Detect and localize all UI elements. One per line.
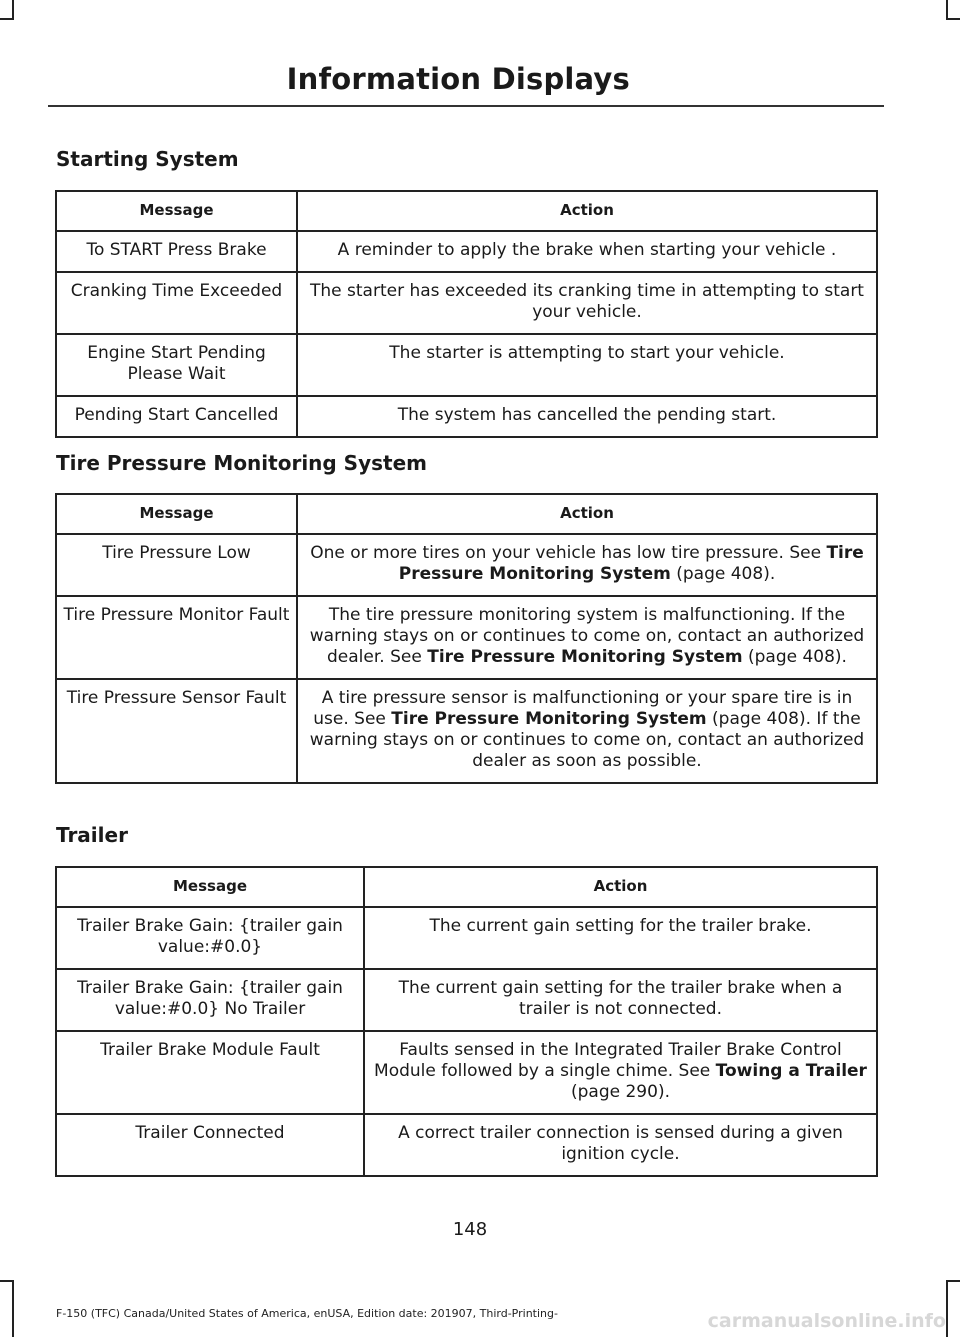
table-row [56,396,877,437]
crop-mark-top-right-h [946,18,960,20]
column-header-message: Message [56,867,364,907]
message-cell: Trailer Brake Module Fault [56,1031,364,1114]
table-row [56,596,877,679]
section-title-starting-system: Starting System [56,147,239,171]
action-cell: The starter is attempting to start your vehicle. [297,334,877,396]
cross-reference-link[interactable]: Tire Pressure Monitoring System [391,709,707,729]
table-row [56,907,877,969]
action-cell: A correct trailer connection is sensed during a given ignition cycle. [364,1114,877,1176]
message-cell: Tire Pressure Low [56,534,297,596]
column-header-action: Action [297,191,877,231]
message-cell: Engine Start Pending Please Wait [56,334,297,396]
action-cell [364,1031,877,1114]
table-row [56,272,877,334]
action-cell: The current gain setting for the trailer brake when a trailer is not connected. [364,969,877,1031]
table-row [56,334,877,396]
action-cell [297,534,877,596]
table-row [56,679,877,783]
table-row [56,231,877,272]
page-reference: (page 290). [571,1082,670,1102]
table-row [56,1114,877,1176]
column-header-action: Action [364,867,877,907]
column-header-action: Action [297,494,877,534]
column-header-message: Message [56,494,297,534]
message-cell: To START Press Brake [56,231,297,272]
cross-reference-link[interactable]: Tire Pressure Monitoring System [398,543,864,584]
message-cell: Cranking Time Exceeded [56,272,297,334]
message-cell: Trailer Brake Gain: {trailer gain value:#0.0} No Trailer [56,969,364,1031]
action-text: A tire pressure sensor is malfunctioning or your spare tire is in use. See [313,688,853,729]
action-cell [297,679,877,783]
message-cell: Tire Pressure Sensor Fault [56,679,297,783]
action-cell: A reminder to apply the brake when starting your vehicle . [297,231,877,272]
action-text: Faults sensed in the Integrated Trailer Brake Control Module followed by a single chime. See [374,1040,842,1081]
table-row [56,969,877,1031]
message-cell: Tire Pressure Monitor Fault [56,596,297,679]
page-number: 148 [452,1219,488,1240]
section-title-trailer: Trailer [56,823,128,847]
crop-mark-bottom-right-h [946,1280,960,1282]
action-cell: The starter has exceeded its cranking time in attempting to start your vehicle. [297,272,877,334]
page-reference: (page 408). [670,564,776,584]
action-cell: The system has cancelled the pending start. [297,396,877,437]
action-text: The tire pressure monitoring system is malfunctioning. If the warning stays on or continues to come on, contact an authorized dealer. See [309,605,865,667]
trailer-table [55,866,878,1177]
crop-mark-top-right-v [946,0,948,20]
crop-mark-bottom-right-v [946,1280,948,1337]
starting-system-table [55,190,878,438]
tire-pressure-table [55,493,878,784]
table-header-row [56,494,877,534]
page-header-title: Information Displays [286,62,630,96]
message-cell: Pending Start Cancelled [56,396,297,437]
cross-reference-link[interactable]: Towing a Trailer [715,1061,867,1081]
action-cell [297,596,877,679]
page-reference: (page 408). If the warning stays on or continues to come on, contact an authorized dealer as soon as possible. [309,709,865,771]
footer-edition-info: F-150 (TFC) Canada/United States of America, enUSA, Edition date: 201907, Third-Printing- [56,1307,558,1320]
crop-mark-top-left-h [0,18,14,20]
crop-mark-top-left-v [12,0,14,20]
crop-mark-bottom-left-h [0,1280,14,1282]
table-row [56,534,877,596]
crop-mark-bottom-left-v [12,1280,14,1337]
table-row [56,1031,877,1114]
table-header-row [56,867,877,907]
watermark: carmanualsonline.info [707,1310,946,1332]
section-title-tire-pressure: Tire Pressure Monitoring System [56,451,427,475]
header-divider [48,105,884,107]
action-text: One or more tires on your vehicle has low tire pressure. See [310,543,827,563]
message-cell: Trailer Brake Gain: {trailer gain value:#0.0} [56,907,364,969]
column-header-message: Message [56,191,297,231]
action-cell: The current gain setting for the trailer brake. [364,907,877,969]
message-cell: Trailer Connected [56,1114,364,1176]
page-reference: (page 408). [742,647,847,667]
cross-reference-link[interactable]: Tire Pressure Monitoring System [427,647,743,667]
table-header-row [56,191,877,231]
